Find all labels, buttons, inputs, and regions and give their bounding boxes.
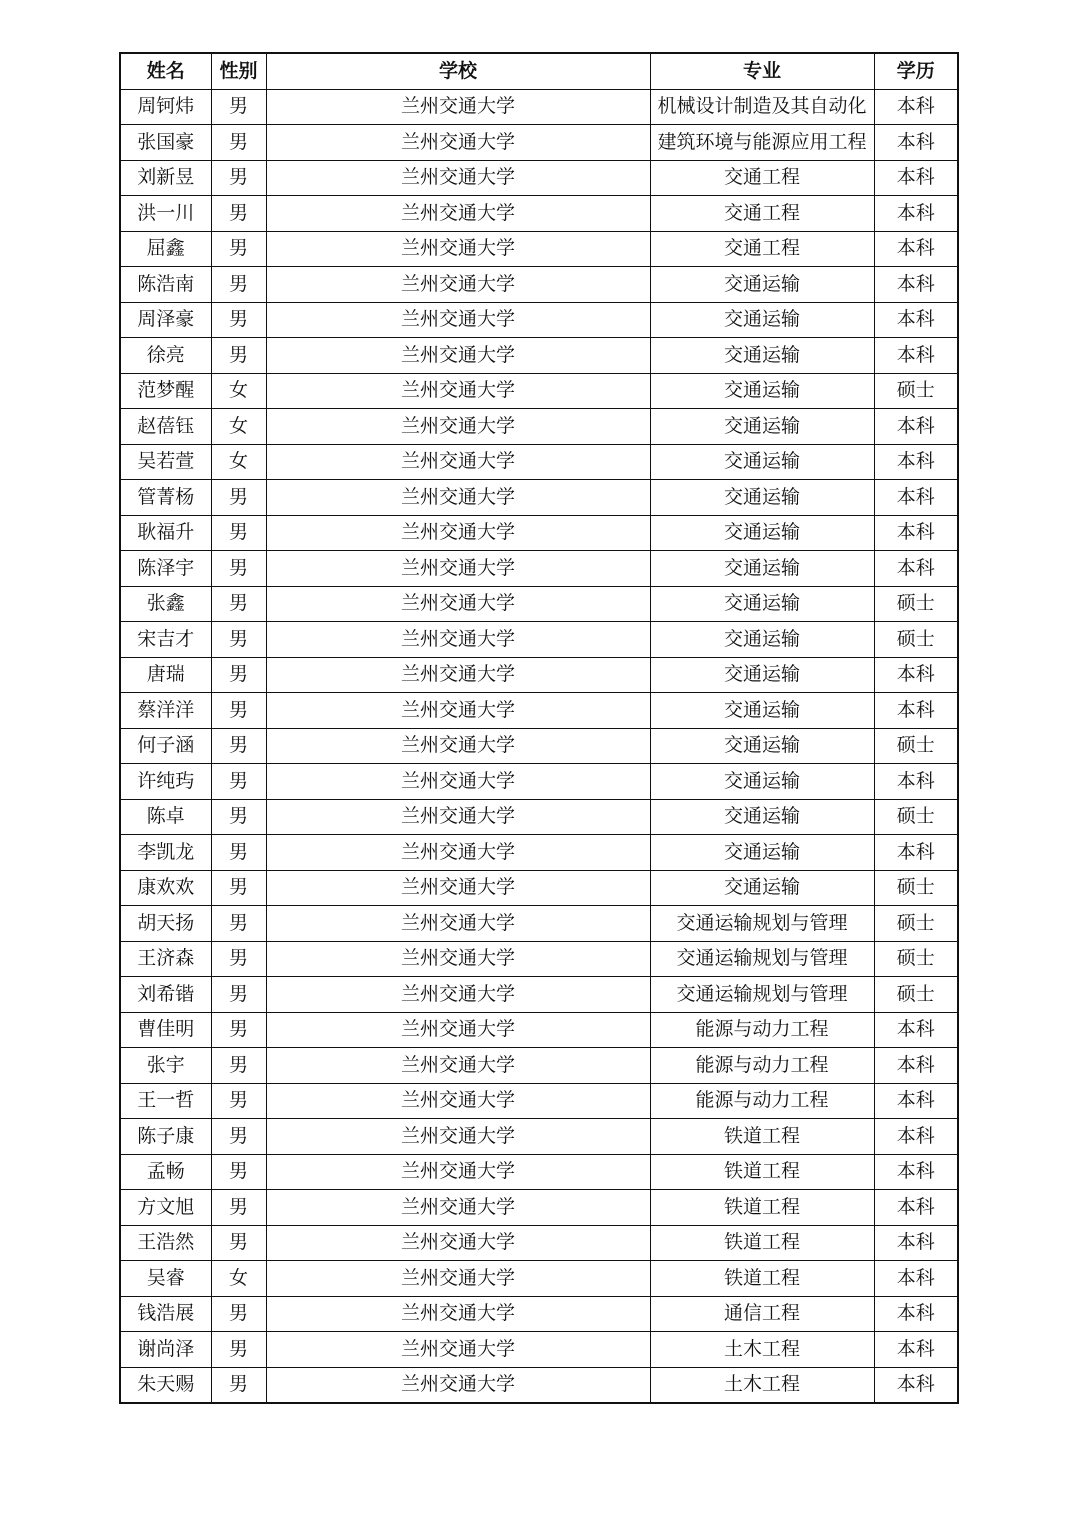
cell-name: 谢尚泽	[120, 1332, 211, 1368]
table-row	[120, 267, 958, 303]
cell-name: 管菁杨	[120, 480, 211, 516]
cell-gender: 男	[211, 870, 266, 906]
table-row	[120, 941, 958, 977]
cell-name: 李凯龙	[120, 835, 211, 871]
table-row	[120, 586, 958, 622]
table-row	[120, 231, 958, 267]
cell-degree: 本科	[874, 1119, 958, 1155]
cell-school: 兰州交通大学	[266, 1190, 650, 1226]
cell-major: 铁道工程	[650, 1154, 874, 1190]
cell-name: 陈泽宇	[120, 551, 211, 587]
cell-degree: 本科	[874, 444, 958, 480]
cell-gender: 男	[211, 764, 266, 800]
cell-major: 交通运输规划与管理	[650, 906, 874, 942]
cell-gender: 男	[211, 1367, 266, 1403]
cell-name: 洪一川	[120, 196, 211, 232]
cell-major: 铁道工程	[650, 1190, 874, 1226]
cell-major: 建筑环境与能源应用工程	[650, 125, 874, 161]
cell-major: 土木工程	[650, 1332, 874, 1368]
cell-gender: 女	[211, 409, 266, 445]
cell-major: 交通运输	[650, 267, 874, 303]
cell-school: 兰州交通大学	[266, 764, 650, 800]
cell-name: 钱浩展	[120, 1296, 211, 1332]
cell-degree: 本科	[874, 338, 958, 374]
table-row	[120, 1332, 958, 1368]
table-row	[120, 728, 958, 764]
cell-gender: 男	[211, 480, 266, 516]
cell-gender: 男	[211, 1119, 266, 1155]
cell-major: 交通运输	[650, 444, 874, 480]
table-row	[120, 906, 958, 942]
cell-school: 兰州交通大学	[266, 657, 650, 693]
table-row	[120, 160, 958, 196]
table-row	[120, 1012, 958, 1048]
table-row	[120, 1296, 958, 1332]
cell-name: 王浩然	[120, 1225, 211, 1261]
cell-major: 能源与动力工程	[650, 1048, 874, 1084]
cell-school: 兰州交通大学	[266, 267, 650, 303]
cell-degree: 本科	[874, 515, 958, 551]
cell-gender: 男	[211, 941, 266, 977]
cell-major: 机械设计制造及其自动化	[650, 89, 874, 125]
cell-degree: 本科	[874, 1048, 958, 1084]
cell-name: 耿福升	[120, 515, 211, 551]
cell-name: 周泽豪	[120, 302, 211, 338]
cell-major: 交通运输	[650, 302, 874, 338]
cell-major: 交通运输	[650, 799, 874, 835]
cell-gender: 男	[211, 160, 266, 196]
cell-gender: 男	[211, 1012, 266, 1048]
cell-degree: 本科	[874, 1225, 958, 1261]
cell-school: 兰州交通大学	[266, 89, 650, 125]
cell-school: 兰州交通大学	[266, 1367, 650, 1403]
cell-school: 兰州交通大学	[266, 870, 650, 906]
cell-gender: 男	[211, 551, 266, 587]
cell-name: 徐亮	[120, 338, 211, 374]
cell-gender: 男	[211, 1190, 266, 1226]
cell-gender: 男	[211, 125, 266, 161]
table-row	[120, 1261, 958, 1297]
cell-name: 孟畅	[120, 1154, 211, 1190]
cell-degree: 本科	[874, 764, 958, 800]
cell-degree: 硕士	[874, 373, 958, 409]
cell-gender: 女	[211, 444, 266, 480]
table-row	[120, 444, 958, 480]
header-school: 学校	[266, 53, 650, 89]
cell-name: 陈浩南	[120, 267, 211, 303]
cell-degree: 本科	[874, 125, 958, 161]
cell-major: 铁道工程	[650, 1261, 874, 1297]
cell-degree: 本科	[874, 1083, 958, 1119]
cell-name: 吴睿	[120, 1261, 211, 1297]
cell-gender: 男	[211, 196, 266, 232]
cell-school: 兰州交通大学	[266, 1048, 650, 1084]
cell-gender: 男	[211, 835, 266, 871]
cell-school: 兰州交通大学	[266, 231, 650, 267]
cell-degree: 本科	[874, 1332, 958, 1368]
cell-school: 兰州交通大学	[266, 373, 650, 409]
cell-name: 张国豪	[120, 125, 211, 161]
cell-major: 交通工程	[650, 231, 874, 267]
cell-degree: 本科	[874, 835, 958, 871]
cell-degree: 本科	[874, 1296, 958, 1332]
cell-degree: 本科	[874, 196, 958, 232]
cell-degree: 本科	[874, 1154, 958, 1190]
cell-gender: 男	[211, 693, 266, 729]
cell-name: 刘希锴	[120, 977, 211, 1013]
cell-gender: 男	[211, 906, 266, 942]
cell-school: 兰州交通大学	[266, 125, 650, 161]
cell-major: 交通运输	[650, 586, 874, 622]
cell-school: 兰州交通大学	[266, 302, 650, 338]
header-name: 姓名	[120, 53, 211, 89]
cell-degree: 硕士	[874, 622, 958, 658]
cell-name: 朱天赐	[120, 1367, 211, 1403]
table-row	[120, 196, 958, 232]
cell-gender: 男	[211, 1296, 266, 1332]
cell-name: 方文旭	[120, 1190, 211, 1226]
table-row	[120, 1048, 958, 1084]
cell-school: 兰州交通大学	[266, 728, 650, 764]
cell-major: 铁道工程	[650, 1225, 874, 1261]
table-row	[120, 764, 958, 800]
cell-degree: 本科	[874, 89, 958, 125]
cell-major: 交通运输	[650, 551, 874, 587]
cell-name: 王济森	[120, 941, 211, 977]
table-body	[120, 89, 958, 1403]
cell-degree: 本科	[874, 160, 958, 196]
cell-name: 曹佳明	[120, 1012, 211, 1048]
cell-name: 陈卓	[120, 799, 211, 835]
table-row	[120, 835, 958, 871]
cell-school: 兰州交通大学	[266, 1083, 650, 1119]
cell-gender: 女	[211, 1261, 266, 1297]
cell-name: 蔡洋洋	[120, 693, 211, 729]
table-row	[120, 515, 958, 551]
cell-name: 赵蓓钰	[120, 409, 211, 445]
cell-gender: 男	[211, 515, 266, 551]
table-row	[120, 1190, 958, 1226]
cell-gender: 男	[211, 657, 266, 693]
student-roster-table	[119, 52, 959, 1404]
table-row	[120, 1367, 958, 1403]
cell-gender: 男	[211, 1083, 266, 1119]
cell-gender: 女	[211, 373, 266, 409]
table-row	[120, 1154, 958, 1190]
cell-school: 兰州交通大学	[266, 622, 650, 658]
cell-degree: 本科	[874, 657, 958, 693]
cell-school: 兰州交通大学	[266, 551, 650, 587]
cell-school: 兰州交通大学	[266, 1012, 650, 1048]
cell-major: 交通运输规划与管理	[650, 977, 874, 1013]
table-row	[120, 89, 958, 125]
cell-major: 交通运输	[650, 693, 874, 729]
cell-major: 铁道工程	[650, 1119, 874, 1155]
cell-school: 兰州交通大学	[266, 409, 650, 445]
cell-degree: 本科	[874, 302, 958, 338]
cell-school: 兰州交通大学	[266, 444, 650, 480]
cell-gender: 男	[211, 586, 266, 622]
cell-name: 宋吉才	[120, 622, 211, 658]
cell-name: 刘新昱	[120, 160, 211, 196]
table-row	[120, 1225, 958, 1261]
cell-gender: 男	[211, 267, 266, 303]
cell-school: 兰州交通大学	[266, 1225, 650, 1261]
cell-degree: 本科	[874, 480, 958, 516]
cell-name: 吴若萱	[120, 444, 211, 480]
cell-school: 兰州交通大学	[266, 338, 650, 374]
cell-school: 兰州交通大学	[266, 586, 650, 622]
header-major: 专业	[650, 53, 874, 89]
table-row	[120, 373, 958, 409]
cell-name: 周钶炜	[120, 89, 211, 125]
cell-school: 兰州交通大学	[266, 196, 650, 232]
cell-major: 交通运输规划与管理	[650, 941, 874, 977]
table-row	[120, 870, 958, 906]
cell-major: 通信工程	[650, 1296, 874, 1332]
cell-school: 兰州交通大学	[266, 160, 650, 196]
cell-name: 康欢欢	[120, 870, 211, 906]
cell-degree: 本科	[874, 693, 958, 729]
cell-major: 交通工程	[650, 160, 874, 196]
cell-major: 交通运输	[650, 764, 874, 800]
cell-degree: 本科	[874, 409, 958, 445]
cell-degree: 本科	[874, 1012, 958, 1048]
cell-major: 交通运输	[650, 373, 874, 409]
header-row	[120, 53, 958, 89]
table-row	[120, 480, 958, 516]
cell-gender: 男	[211, 338, 266, 374]
cell-degree: 本科	[874, 1190, 958, 1226]
cell-name: 唐瑞	[120, 657, 211, 693]
cell-degree: 硕士	[874, 799, 958, 835]
header-degree: 学历	[874, 53, 958, 89]
cell-gender: 男	[211, 799, 266, 835]
table-row	[120, 1083, 958, 1119]
cell-name: 范梦醒	[120, 373, 211, 409]
cell-gender: 男	[211, 1225, 266, 1261]
cell-name: 许纯玙	[120, 764, 211, 800]
cell-school: 兰州交通大学	[266, 693, 650, 729]
cell-name: 张宇	[120, 1048, 211, 1084]
table-row	[120, 125, 958, 161]
cell-school: 兰州交通大学	[266, 1261, 650, 1297]
cell-gender: 男	[211, 231, 266, 267]
cell-degree: 硕士	[874, 906, 958, 942]
cell-degree: 硕士	[874, 941, 958, 977]
cell-school: 兰州交通大学	[266, 1154, 650, 1190]
table-row	[120, 551, 958, 587]
cell-gender: 男	[211, 1154, 266, 1190]
cell-school: 兰州交通大学	[266, 977, 650, 1013]
cell-name: 何子涵	[120, 728, 211, 764]
table-row	[120, 302, 958, 338]
table-header	[120, 53, 958, 89]
table-row	[120, 977, 958, 1013]
cell-major: 交通运输	[650, 835, 874, 871]
cell-school: 兰州交通大学	[266, 1332, 650, 1368]
cell-school: 兰州交通大学	[266, 835, 650, 871]
cell-degree: 硕士	[874, 586, 958, 622]
cell-major: 交通运输	[650, 338, 874, 374]
cell-degree: 硕士	[874, 870, 958, 906]
table-row	[120, 338, 958, 374]
cell-major: 交通运输	[650, 657, 874, 693]
cell-major: 交通运输	[650, 870, 874, 906]
cell-school: 兰州交通大学	[266, 480, 650, 516]
cell-major: 能源与动力工程	[650, 1083, 874, 1119]
cell-major: 能源与动力工程	[650, 1012, 874, 1048]
cell-major: 交通运输	[650, 409, 874, 445]
header-gender: 性别	[211, 53, 266, 89]
cell-major: 交通工程	[650, 196, 874, 232]
cell-gender: 男	[211, 1332, 266, 1368]
cell-gender: 男	[211, 302, 266, 338]
cell-name: 胡天扬	[120, 906, 211, 942]
cell-degree: 硕士	[874, 728, 958, 764]
cell-degree: 硕士	[874, 977, 958, 1013]
cell-school: 兰州交通大学	[266, 1296, 650, 1332]
cell-degree: 本科	[874, 551, 958, 587]
table-row	[120, 693, 958, 729]
cell-degree: 本科	[874, 231, 958, 267]
cell-school: 兰州交通大学	[266, 941, 650, 977]
cell-school: 兰州交通大学	[266, 906, 650, 942]
cell-major: 交通运输	[650, 728, 874, 764]
table-row	[120, 657, 958, 693]
cell-major: 交通运输	[650, 622, 874, 658]
cell-major: 土木工程	[650, 1367, 874, 1403]
cell-name: 张鑫	[120, 586, 211, 622]
cell-gender: 男	[211, 1048, 266, 1084]
cell-gender: 男	[211, 728, 266, 764]
table-row	[120, 799, 958, 835]
cell-gender: 男	[211, 89, 266, 125]
cell-gender: 男	[211, 622, 266, 658]
cell-name: 王一哲	[120, 1083, 211, 1119]
cell-gender: 男	[211, 977, 266, 1013]
cell-name: 屈鑫	[120, 231, 211, 267]
cell-school: 兰州交通大学	[266, 515, 650, 551]
cell-school: 兰州交通大学	[266, 799, 650, 835]
cell-degree: 本科	[874, 267, 958, 303]
cell-name: 陈子康	[120, 1119, 211, 1155]
table-row	[120, 409, 958, 445]
cell-major: 交通运输	[650, 515, 874, 551]
cell-degree: 本科	[874, 1261, 958, 1297]
cell-major: 交通运输	[650, 480, 874, 516]
cell-degree: 本科	[874, 1367, 958, 1403]
table-row	[120, 622, 958, 658]
table-row	[120, 1119, 958, 1155]
cell-school: 兰州交通大学	[266, 1119, 650, 1155]
